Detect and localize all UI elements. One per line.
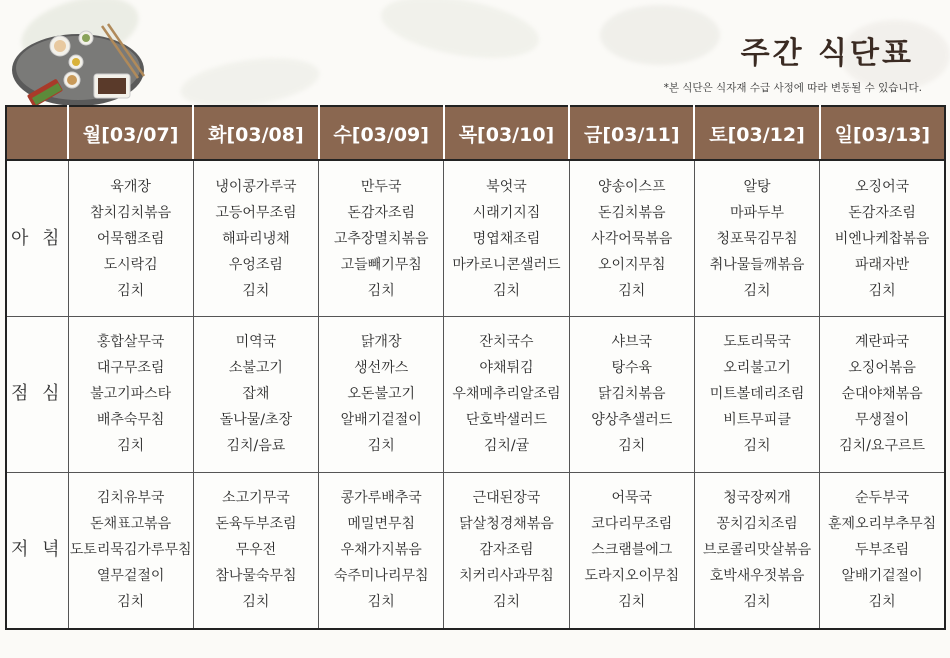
dish-item: 불고기파스타 xyxy=(90,386,172,403)
dish-item: 고들빼기무침 xyxy=(340,256,422,273)
dish-item: 청포묵김무침 xyxy=(716,230,798,247)
dish-item: 소고기무국 xyxy=(222,490,290,507)
dish-item: 계란파국 xyxy=(855,334,910,351)
dish-item: 알배기겉절이 xyxy=(841,568,923,585)
dish-item: 도시락김 xyxy=(103,256,158,273)
dish-item: 김치 xyxy=(743,438,771,455)
meal-label: 아 침 xyxy=(6,160,68,317)
dish-item: 양상추샐러드 xyxy=(591,412,673,429)
menu-cell xyxy=(68,472,193,629)
dish-item: 청국장찌개 xyxy=(723,490,791,507)
dish-item: 김치 xyxy=(367,594,395,611)
dish-item: 우채메추리알조림 xyxy=(452,386,561,403)
dish-item: 김치 xyxy=(117,282,145,299)
dish-item: 시래기지짐 xyxy=(472,204,541,221)
dish-item: 마카로니콘샐러드 xyxy=(452,256,561,273)
dish-item: 파래자반 xyxy=(855,256,910,273)
menu-cell xyxy=(193,317,318,473)
day-header-row xyxy=(6,106,945,160)
dish-item: 참나물숙무침 xyxy=(215,568,297,585)
dish-item: 순대야채볶음 xyxy=(841,386,923,403)
dish-item: 샤브국 xyxy=(611,334,653,351)
dish-item: 김치 xyxy=(367,282,395,299)
dish-item: 김치 xyxy=(743,594,771,611)
dish-item: 양송이스프 xyxy=(597,178,666,195)
dish-item: 브로콜리맛살볶음 xyxy=(702,542,812,559)
dish-item: 잡채 xyxy=(242,386,270,403)
day-header: 목[03/10] xyxy=(444,106,569,160)
dish-item: 김치 xyxy=(492,282,521,299)
day-header: 수[03/09] xyxy=(319,106,444,160)
dish-item: 알배기겉절이 xyxy=(340,412,422,429)
dish-item: 도토리묵김가루무침 xyxy=(69,542,192,559)
dish-item: 취나물들깨볶음 xyxy=(709,256,805,273)
dish-item: 비트무피클 xyxy=(723,412,791,429)
dish-item: 오리불고기 xyxy=(723,360,791,377)
dish-item: 돈감자조림 xyxy=(347,204,416,221)
breakfast-row xyxy=(6,160,945,317)
dish-item: 열무겉절이 xyxy=(96,568,165,585)
weekly-menu-table xyxy=(5,105,946,630)
dish-item: 돈채표고볶음 xyxy=(90,516,172,533)
day-header: 월[03/07] xyxy=(68,106,193,160)
menu-cell xyxy=(694,472,819,629)
dish-item: 단호박샐러드 xyxy=(465,412,548,429)
page-title: 주간 식단표 xyxy=(740,36,914,71)
dish-item: 코다리무조림 xyxy=(591,516,673,533)
dish-item: 배추숙무침 xyxy=(96,412,165,429)
dish-item: 스크램블에그 xyxy=(591,542,673,559)
meal-label: 저 녁 xyxy=(6,472,68,629)
day-header: 금[03/11] xyxy=(569,106,694,160)
menu-cell xyxy=(569,160,694,317)
dish-item: 숙주미나리무침 xyxy=(333,568,429,585)
dish-item: 고추장멸치볶음 xyxy=(333,230,429,247)
dish-item: 해파리냉채 xyxy=(222,230,290,247)
dish-item: 김치 xyxy=(117,594,145,611)
dish-item: 김치/귤 xyxy=(483,438,530,455)
dish-item: 김치 xyxy=(367,438,395,455)
dinner-row xyxy=(6,472,945,629)
dish-item: 김치 xyxy=(242,594,270,611)
dish-item: 호박새우젓볶음 xyxy=(709,568,805,585)
dish-item: 김치 xyxy=(743,282,771,299)
menu-cell xyxy=(193,472,318,629)
dish-item: 콩가루배추국 xyxy=(340,490,422,507)
dish-item: 오돈불고기 xyxy=(347,386,416,403)
dish-item: 명엽채조림 xyxy=(472,230,541,247)
dish-item: 근대된장국 xyxy=(472,490,541,507)
menu-cell xyxy=(820,317,945,473)
menu-cell xyxy=(569,472,694,629)
menu-cell xyxy=(444,160,569,317)
dish-item: 사각어묵볶음 xyxy=(591,230,673,247)
dish-item: 김치 xyxy=(868,282,896,299)
dish-item: 알탕 xyxy=(743,178,771,195)
menu-cell xyxy=(319,160,444,317)
dish-item: 김치 xyxy=(492,594,521,611)
dish-item: 무우전 xyxy=(235,542,277,559)
dish-item: 김치 xyxy=(242,282,270,299)
dish-item: 오징어국 xyxy=(855,178,910,195)
lunch-row xyxy=(6,317,945,473)
dish-item: 치커리사과무침 xyxy=(459,568,554,585)
dish-item: 감자조림 xyxy=(479,542,534,559)
dish-item: 김치 xyxy=(868,594,896,611)
dish-item: 미역국 xyxy=(235,334,277,351)
dish-item: 냉이콩가루국 xyxy=(215,178,297,195)
dish-item: 북엇국 xyxy=(486,178,527,195)
day-header: 토[03/12] xyxy=(694,106,819,160)
dish-item: 김치 xyxy=(618,594,646,611)
dish-item: 김치유부국 xyxy=(96,490,165,507)
dish-item: 참치김치볶음 xyxy=(90,204,172,221)
menu-cell xyxy=(193,160,318,317)
dish-item: 대구무조림 xyxy=(96,360,165,377)
dish-item: 꽁치김치조림 xyxy=(716,516,798,533)
dish-item: 훈제오리부추무침 xyxy=(827,516,937,533)
dish-item: 김치/요구르트 xyxy=(839,438,926,455)
dish-item: 어묵국 xyxy=(611,490,653,507)
background-leaf xyxy=(600,5,720,65)
dish-item: 우채가지볶음 xyxy=(340,542,422,559)
dish-item: 닭개장 xyxy=(360,334,402,351)
dish-item: 오징어볶음 xyxy=(848,360,916,377)
dish-item: 도토리묵국 xyxy=(723,334,791,351)
menu-cell xyxy=(319,317,444,473)
dish-item: 돌나물/초장 xyxy=(219,412,293,429)
dish-item: 닭김치볶음 xyxy=(597,386,666,403)
dish-item: 돈육두부조림 xyxy=(215,516,297,533)
dish-item: 홍합살무국 xyxy=(96,334,165,351)
day-header: 화[03/08] xyxy=(193,106,318,160)
dish-item: 고등어무조림 xyxy=(215,204,297,221)
dish-item: 어묵햄조림 xyxy=(96,230,165,247)
dish-item: 비엔나케찹볶음 xyxy=(834,230,930,247)
dish-item: 메밀면무침 xyxy=(347,516,416,533)
dish-item: 김치/음료 xyxy=(226,438,286,455)
menu-change-notice: *본 식단은 식자재 수급 사정에 따라 변동될 수 있습니다. xyxy=(663,82,922,94)
meal-label: 점 심 xyxy=(6,317,68,473)
menu-cell xyxy=(569,317,694,473)
dish-item: 마파두부 xyxy=(729,204,785,221)
dish-item: 김치 xyxy=(618,438,646,455)
menu-cell xyxy=(319,472,444,629)
menu-cell xyxy=(694,317,819,473)
dish-item: 무생절이 xyxy=(855,412,910,429)
dish-item: 두부조림 xyxy=(855,542,910,559)
menu-cell xyxy=(820,160,945,317)
dish-item: 미트볼데리조림 xyxy=(709,386,805,403)
dish-item: 오이지무침 xyxy=(597,256,666,273)
dish-item: 육개장 xyxy=(110,178,151,195)
day-header: 일[03/13] xyxy=(820,106,945,160)
dish-item: 돈감자조림 xyxy=(848,204,916,221)
korean-meal-illustration xyxy=(8,18,148,110)
menu-cell xyxy=(68,160,193,317)
header-corner xyxy=(6,106,68,160)
dish-item: 만두국 xyxy=(360,178,402,195)
menu-cell xyxy=(820,472,945,629)
dish-item: 김치 xyxy=(618,282,646,299)
menu-cell xyxy=(694,160,819,317)
menu-cell xyxy=(68,317,193,473)
dish-item: 생선까스 xyxy=(354,360,409,377)
dish-item: 야채튀김 xyxy=(479,360,534,377)
dish-item: 잔치국수 xyxy=(479,334,534,351)
dish-item: 닭살청경채볶음 xyxy=(459,516,554,533)
dish-item: 소불고기 xyxy=(228,360,283,377)
dish-item: 우엉조림 xyxy=(228,256,283,273)
dish-item: 돈김치볶음 xyxy=(597,204,666,221)
dish-item: 도라지오이무침 xyxy=(584,568,680,585)
menu-cell xyxy=(444,317,569,473)
menu-cell xyxy=(444,472,569,629)
dish-item: 김치 xyxy=(117,438,145,455)
background-leaf xyxy=(376,0,543,68)
dish-item: 순두부국 xyxy=(855,490,910,507)
dish-item: 탕수육 xyxy=(611,360,653,377)
